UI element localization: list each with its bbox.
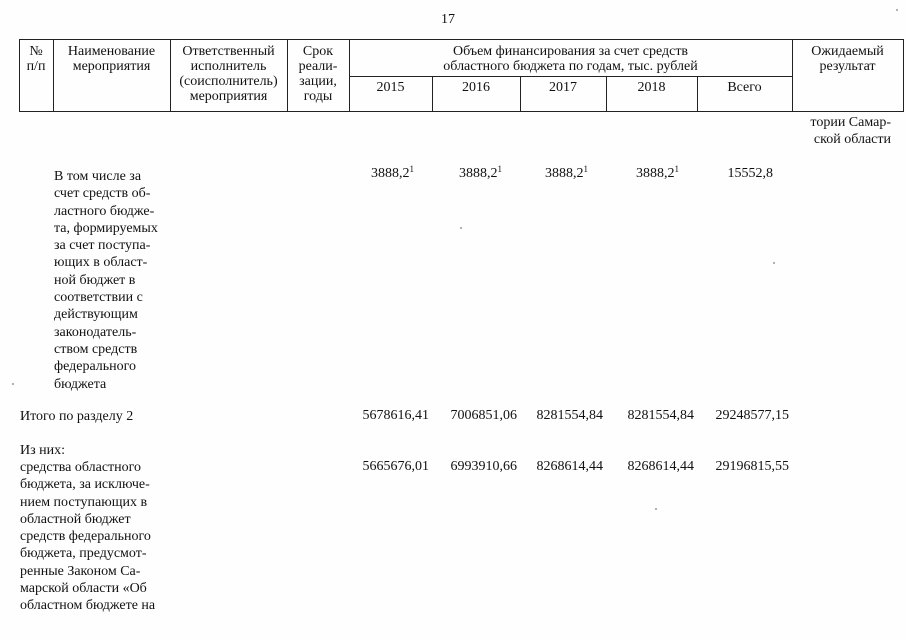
total-value-all: 29248577,15 <box>715 408 789 423</box>
of-which-sub-label: средства областного бюджета, за исключе- нием поступающих в областной бюджет средств федерального бюджета, предусмот- ренные Законом Са- марской области «Об областном бюджете на <box>20 460 156 614</box>
header-col-no: № п/п <box>26 44 46 74</box>
total-value-2016: 7006851,06 <box>450 408 517 423</box>
header-col-result: Ожидаемый результат <box>811 44 884 74</box>
of-which-value-2016: 6993910,66 <box>450 459 517 474</box>
header-year-2016: 2016 <box>462 80 490 95</box>
scan-speck <box>655 508 657 510</box>
scan-speck <box>896 9 898 11</box>
header-year-2015: 2015 <box>376 80 405 95</box>
federal-value-2016: 3888,2$^1$ <box>459 164 502 181</box>
of-which-label: Из них: <box>20 443 66 458</box>
of-which-value-2018: 8268614,44 <box>627 459 694 474</box>
header-year-2017: 2017 <box>549 80 577 95</box>
scan-speck <box>460 227 462 229</box>
of-which-value-2017: 8268614,44 <box>536 459 603 474</box>
header-col-term: Срок реали- зации, годы <box>298 44 338 104</box>
scan-speck <box>12 383 14 385</box>
scan-speck <box>773 262 775 264</box>
header-total: Всего <box>727 80 762 95</box>
total-value-2015: 5678616,41 <box>362 408 429 423</box>
page-number: 17 <box>441 12 455 27</box>
federal-value-2015: 3888,2$^1$ <box>371 164 414 181</box>
federal-value-2017: 3888,2$^1$ <box>545 164 588 181</box>
total-value-2018: 8281554,84 <box>627 408 694 423</box>
federal-value-2018: 3888,2$^1$ <box>636 164 679 181</box>
row-federal-label: В том числе за счет средств об- ластного бюдже- та, формируемых за счет поступа- ющих в област- ной бюджет в соответствии с действующим законодатель- ством средств федерального бюджета <box>54 169 158 392</box>
header-col-funding: Объем финансирования за счет средств областного бюджета по годам, тыс. рублей <box>443 44 698 74</box>
of-which-value-total: 29196815,55 <box>715 459 789 474</box>
federal-value-total: 15552,8 <box>727 166 773 181</box>
total-value-2017: 8281554,84 <box>536 408 603 423</box>
header-year-2018: 2018 <box>637 80 666 95</box>
header-col-executor: Ответственный исполнитель (соисполнитель) мероприятия <box>179 44 278 104</box>
total-label: Итого по разделу 2 <box>20 409 134 424</box>
of-which-value-2015: 5665676,01 <box>362 459 429 474</box>
header-col-name: Наименование мероприятия <box>67 44 156 74</box>
result-continuation: тории Самар- ской области <box>810 115 891 147</box>
